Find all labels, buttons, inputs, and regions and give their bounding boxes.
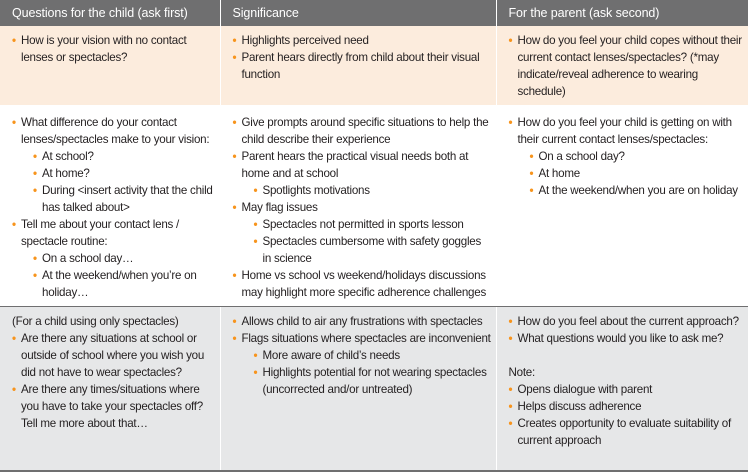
row1-child-cell <box>0 26 220 107</box>
row3-child-cell <box>0 307 220 472</box>
table-row <box>0 26 748 107</box>
bullet-icon: • <box>232 150 237 163</box>
bullet-icon: • <box>253 235 258 248</box>
bullet-icon: • <box>529 184 534 197</box>
bullet-icon: • <box>508 332 513 345</box>
bullet-icon: • <box>232 51 237 64</box>
sub-list-item: • On a school day? <box>529 150 625 163</box>
header-row <box>0 0 748 26</box>
row2-parent-cell <box>496 107 748 307</box>
header-significance: Significance <box>220 0 496 26</box>
list-item: • How is your vision with no contact lenses or spectacles? <box>12 34 187 64</box>
list-item: • Tell me about your contact lens / spectacle routine: • On a school day… • At the weekend/when you’re on holiday… <box>12 216 216 301</box>
sub-list-item: • During <insert activity that the child has talked about> <box>33 184 213 214</box>
bullet-icon: • <box>508 34 513 47</box>
list-item: • What difference do your contact lenses/spectacles make to your vision: • At school? • At home? • During <insert activity that the child has talked about> <box>12 114 216 216</box>
bullet-icon: • <box>12 218 16 231</box>
list-item: • Allows child to air any frustrations with spectacles <box>232 315 483 328</box>
list-item: • How do you feel your child copes without their current contact lenses/spectacles? (*may indicate/reveal adherence to wearing schedule) <box>508 34 742 98</box>
list-item: • Opens dialogue with parent <box>508 383 653 396</box>
bullet-icon: • <box>508 400 513 413</box>
bullet-icon: • <box>12 383 16 396</box>
list-item: • Highlights perceived need <box>232 34 369 47</box>
bullet-icon: • <box>232 34 237 47</box>
sub-list-item: • At the weekend/when you are on holiday <box>529 184 738 197</box>
list-item: • Are there any situations at school or outside of school where you wish you did not have to wear spectacles? <box>12 332 205 379</box>
list-item: • Creates opportunity to evaluate suitability of current approach <box>508 417 731 447</box>
header-parent-questions: For the parent (ask second) <box>496 0 748 26</box>
sub-list-item: • Spotlights motivations <box>253 184 370 197</box>
bullet-icon: • <box>232 116 237 129</box>
bullet-icon: • <box>33 167 37 180</box>
list-item: • What questions would you like to ask me? <box>508 332 724 345</box>
bullet-icon: • <box>529 167 534 180</box>
row1-parent-cell <box>496 26 748 107</box>
sub-list-item: • On a school day… <box>33 252 134 265</box>
sub-list-item: • More aware of child’s needs <box>253 349 400 362</box>
list-item: • Flags situations where spectacles are inconvenient • More aware of child’s needs • Highlights potential for not wearing spectacles (uncorrected and/or untreated) <box>232 332 491 396</box>
bullet-icon: • <box>508 383 513 396</box>
bullet-icon: • <box>508 116 513 129</box>
bullet-icon: • <box>253 349 258 362</box>
bullet-icon: • <box>253 184 258 197</box>
bullet-icon: • <box>33 184 37 197</box>
sub-list-item: • At the weekend/when you’re on holiday… <box>33 269 197 299</box>
bullet-icon: • <box>253 218 258 231</box>
bullet-icon: • <box>529 150 534 163</box>
list-item: • Are there any times/situations where you have to take your spectacles off? Tell me more about that… <box>12 383 203 430</box>
bullet-icon: • <box>232 201 237 214</box>
sub-list-item: • Highlights potential for not wearing spectacles (uncorrected and/or untreated) <box>253 366 487 396</box>
list-item: • Give prompts around specific situations to help the child describe their experience <box>232 116 489 146</box>
list-item: • Helps discuss adherence <box>508 400 642 413</box>
row1-significance-cell <box>220 26 496 107</box>
sub-list-item: • At home? <box>33 167 90 180</box>
list-item: • Parent hears the practical visual needs both at home and at school • Spotlights motivations <box>233 148 492 199</box>
bullet-icon: • <box>33 252 37 265</box>
sub-list-item: • At school? <box>33 150 94 163</box>
bullet-icon: • <box>232 269 237 282</box>
row3-significance-cell <box>220 307 496 472</box>
list-item: • May flag issues • Spectacles not permitted in sports lesson • Spectacles cumbersome with safety goggles in science <box>233 199 492 267</box>
row3-parent-cell <box>496 307 748 472</box>
row2-child-cell <box>0 107 220 307</box>
bullet-icon: • <box>33 269 37 282</box>
bullet-icon: • <box>33 150 37 163</box>
note-label: Note: <box>508 366 535 379</box>
bullet-icon: • <box>508 315 513 328</box>
row2-significance-cell <box>220 107 496 307</box>
table-row <box>0 307 748 472</box>
list-item: • How do you feel about the current approach? <box>508 315 739 328</box>
bullet-icon: • <box>12 34 16 47</box>
bullet-icon: • <box>253 366 258 379</box>
header-child-questions: Questions for the child (ask first) <box>0 0 220 26</box>
bullet-icon: • <box>508 417 513 430</box>
list-item: • How do you feel your child is getting on with their current contact lenses/spectacles: • On a school day? • At home • At the weekend/when you are on holiday <box>509 114 745 199</box>
sub-list-item: • Spectacles not permitted in sports lesson <box>253 218 464 231</box>
bullet-icon: • <box>12 116 16 129</box>
bullet-icon: • <box>232 315 237 328</box>
sub-list-item: • Spectacles cumbersome with safety goggles in science <box>253 235 482 265</box>
bullet-icon: • <box>232 332 237 345</box>
bullet-icon: • <box>12 332 16 345</box>
sub-list-item: • At home <box>529 167 580 180</box>
list-item: • Parent hears directly from child about their visual function <box>232 51 480 81</box>
list-item: • Home vs school vs weekend/holidays discussions may highlight more specific adherence challenges <box>232 269 486 299</box>
child-intro-text: (For a child using only spectacles) <box>12 315 179 328</box>
table-row <box>0 107 748 307</box>
